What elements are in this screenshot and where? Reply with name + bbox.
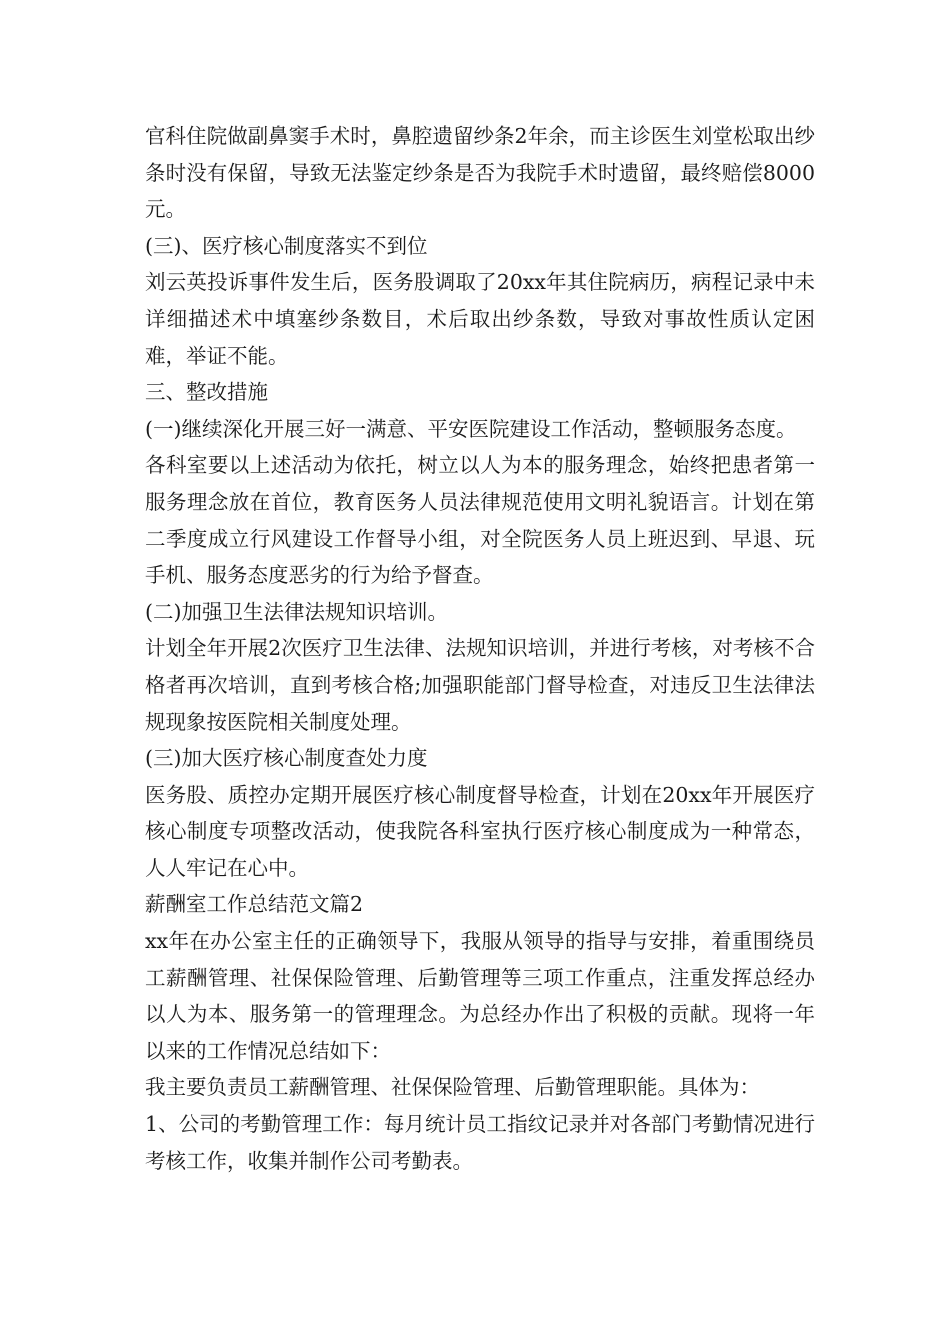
- paragraph-year-intro: xx年在办公室主任的正确领导下，我服从领导的指导与安排，着重围绕员工薪酬管理、社保保险管理、后勤管理等三项工作重点，注重发挥总经办以人为本、服务第一的管理理念。为总经办作出了积极的贡献。现将一年以来的工作情况总结如下：: [145, 929, 815, 1063]
- section-heading-rectification: 三、整改措施: [145, 380, 268, 405]
- paragraph-service-concept: 各科室要以上述活动为依托，树立以人为本的服务理念，始终把患者第一服务理念放在首位，教育医务人员法律规范使用文明礼貌语言。计划在第二季度成立行风建设工作督导小组，对全院医务人员上班迟到、早退、玩手机、服务态度恶劣的行为给予督查。: [145, 453, 815, 588]
- subheading-core-system: (三)、医疗核心制度落实不到位: [145, 233, 428, 258]
- paragraph-inspection-plan: 医务股、质控办定期开展医疗核心制度督导检查，计划在20xx年开展医疗核心制度专项整改活动，使我院各科室执行医疗核心制度成为一种常态，人人牢记在心中。: [145, 782, 815, 880]
- paragraph-responsibilities: 我主要负责员工薪酬管理、社保保险管理、后勤管理职能。具体为：: [145, 1075, 760, 1100]
- paragraph-malpractice-case: 官科住院做副鼻窦手术时，鼻腔遗留纱条2年余，而主诊医生刘堂松取出纱条时没有保留，导致无法鉴定纱条是否为我院手术时遗留，最终赔偿8000元。: [145, 124, 815, 222]
- subheading-inspection: (三)加大医疗核心制度查处力度: [145, 746, 428, 771]
- paragraph-training-plan: 计划全年开展2次医疗卫生法律、法规知识培训，并进行考核，对考核不合格者再次培训，直到考核合格;加强职能部门督导检查，对违反卫生法律法规现象按医院相关制度处理。: [145, 636, 815, 734]
- subheading-law-training: (二)加强卫生法律法规知识培训。: [145, 599, 448, 624]
- subheading-service-attitude: (一)继续深化开展三好一满意、平安医院建设工作活动，整顿服务态度。: [145, 416, 797, 441]
- paragraph-complaint-records: 刘云英投诉事件发生后，医务股调取了20xx年其住院病历，病程记录中未详细描述术中填塞纱条数目，术后取出纱条数，导致对事故性质认定困难，举证不能。: [145, 270, 815, 368]
- article-title-salary-summary: 薪酬室工作总结范文篇2: [145, 892, 364, 917]
- document-body: [145, 118, 815, 1179]
- paragraph-attendance: 1、公司的考勤管理工作：每月统计员工指纹记录并对各部门考勤情况进行考核工作，收集并制作公司考勤表。: [145, 1112, 815, 1173]
